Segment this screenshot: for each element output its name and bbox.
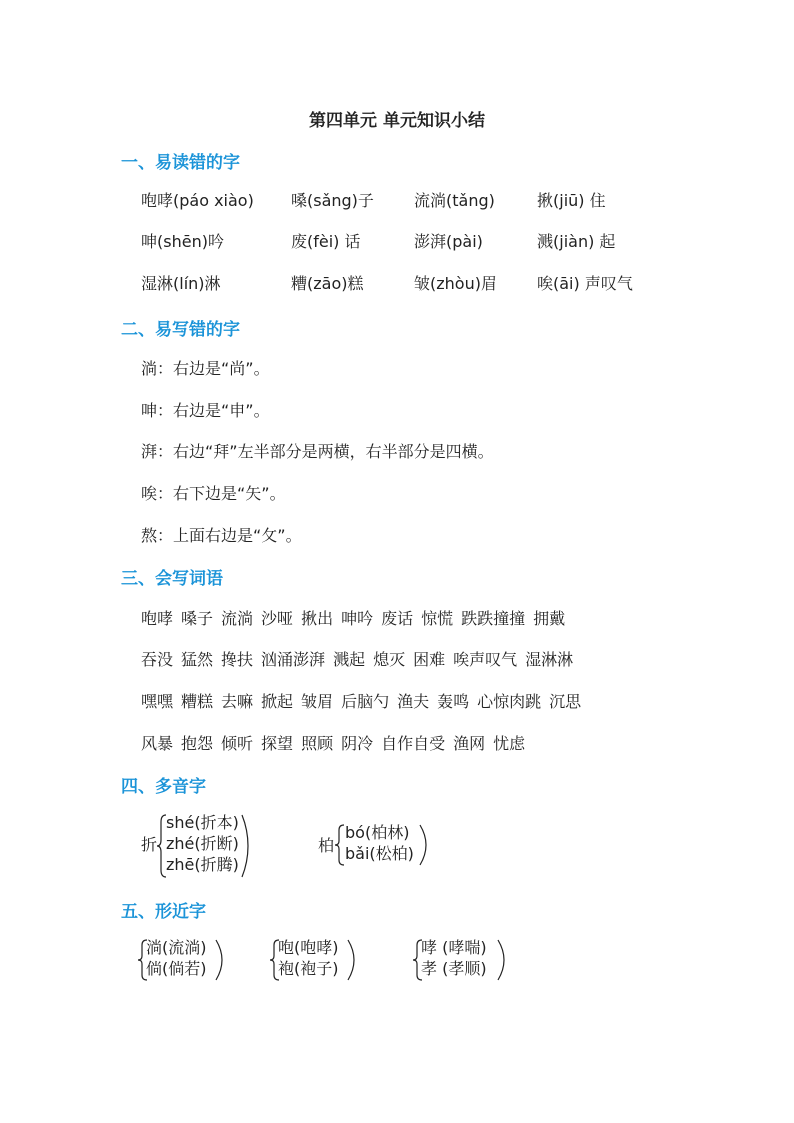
word: 废话 — [381, 609, 414, 628]
word: 渔网 — [453, 734, 486, 753]
right-paren — [347, 939, 355, 981]
polyphonic-group — [318, 822, 438, 868]
section-heading-miswritten: 二、易写错的字 — [121, 320, 240, 340]
word: 惊慌 — [421, 609, 454, 628]
right-paren — [215, 939, 223, 981]
similar-char: 倘(倘若) — [146, 959, 207, 978]
left-brace — [335, 824, 345, 866]
word: 照顾 — [301, 734, 334, 753]
page-title: 第四单元 单元知识小结 — [309, 111, 485, 131]
misread-item: 皱(zhòu)眉 — [414, 274, 497, 293]
word: 探望 — [261, 734, 294, 753]
section-heading-misread: 一、易读错的字 — [121, 153, 240, 173]
word: 忧虑 — [493, 734, 526, 753]
word: 搀扶 — [221, 650, 254, 669]
word: 去嘛 — [221, 692, 254, 711]
word: 困难 — [413, 650, 446, 669]
misread-item: 嗓(sǎng)子 — [291, 191, 374, 210]
polyphonic-char: 柏 — [318, 836, 335, 855]
similar-char: 淌(流淌) — [146, 938, 207, 957]
word: 猛然 — [181, 650, 214, 669]
word: 后脑勺 — [341, 692, 390, 711]
word-row — [141, 647, 581, 670]
word: 嘿嘿 — [141, 692, 174, 711]
polyphonic-option: bǎi(松柏) — [345, 844, 414, 863]
right-paren — [497, 939, 505, 981]
word-row — [141, 606, 573, 629]
word: 渔夫 — [397, 692, 430, 711]
word: 揪出 — [301, 609, 334, 628]
section-heading-words: 三、会写词语 — [121, 569, 223, 589]
word: 轰鸣 — [437, 692, 470, 711]
miswritten-note: 湃：右边“拜”左半部分是两横，右半部分是四横。 — [141, 442, 494, 461]
word: 唉声叹气 — [453, 650, 518, 669]
polyphonic-option: zhé(折断) — [166, 834, 239, 853]
similar-char: 孝 (孝顺) — [421, 959, 487, 978]
word: 阴冷 — [341, 734, 374, 753]
word: 风暴 — [141, 734, 174, 753]
miswritten-note: 熬：上面右边是“攵”。 — [141, 526, 302, 545]
misread-item: 唉(āi) 声叹气 — [537, 274, 633, 293]
right-paren — [419, 824, 427, 866]
misread-item: 糟(zāo)糕 — [291, 274, 364, 293]
polyphonic-option: zhē(折腾) — [166, 855, 239, 874]
miswritten-note: 淌：右边是“尚”。 — [141, 359, 270, 378]
section-heading-similar: 五、形近字 — [121, 902, 206, 922]
word: 抱怨 — [181, 734, 214, 753]
word: 皱眉 — [301, 692, 334, 711]
miswritten-note: 呻：右边是“申”。 — [141, 401, 270, 420]
misread-item: 湿淋(lín)淋 — [141, 274, 221, 293]
misread-item: 呻(shēn)吟 — [141, 232, 224, 251]
word: 吞没 — [141, 650, 174, 669]
misread-item: 咆哮(páo xiào) — [141, 191, 254, 210]
word: 糟糕 — [181, 692, 214, 711]
word: 掀起 — [261, 692, 294, 711]
word: 熄灭 — [373, 650, 406, 669]
word: 心惊肉跳 — [477, 692, 542, 711]
similar-pair — [413, 937, 513, 983]
polyphonic-group — [141, 812, 261, 880]
word: 汹涌澎湃 — [261, 650, 326, 669]
word: 拥戴 — [533, 609, 566, 628]
misread-item: 溅(jiàn) 起 — [537, 232, 616, 251]
similar-pair — [270, 937, 360, 983]
word-row — [141, 731, 533, 754]
polyphonic-char: 折 — [141, 835, 158, 854]
misread-item: 揪(jiū) 住 — [537, 191, 606, 210]
misread-item: 澎湃(pài) — [414, 232, 483, 251]
polyphonic-option: bó(柏林) — [345, 823, 410, 842]
similar-char: 哮 (哮喘) — [421, 938, 487, 957]
similar-char: 咆(咆哮) — [278, 938, 339, 957]
word: 流淌 — [221, 609, 254, 628]
similar-pair — [138, 937, 228, 983]
similar-char: 袍(袍子) — [278, 959, 339, 978]
word: 沙哑 — [261, 609, 294, 628]
word: 湿淋淋 — [525, 650, 574, 669]
word: 嗓子 — [181, 609, 214, 628]
word: 溅起 — [333, 650, 366, 669]
word: 沉思 — [549, 692, 582, 711]
polyphonic-option: shé(折本) — [166, 813, 239, 832]
misread-item: 流淌(tǎng) — [414, 191, 495, 210]
misread-item: 废(fèi) 话 — [291, 232, 361, 251]
miswritten-note: 唉：右下边是“矢”。 — [141, 484, 286, 503]
section-heading-polyphonic: 四、多音字 — [121, 777, 206, 797]
word: 咆哮 — [141, 609, 174, 628]
right-paren — [241, 814, 249, 878]
word: 倾听 — [221, 734, 254, 753]
word: 自作自受 — [381, 734, 446, 753]
word: 跌跌撞撞 — [461, 609, 526, 628]
word-row — [141, 689, 589, 712]
word: 呻吟 — [341, 609, 374, 628]
